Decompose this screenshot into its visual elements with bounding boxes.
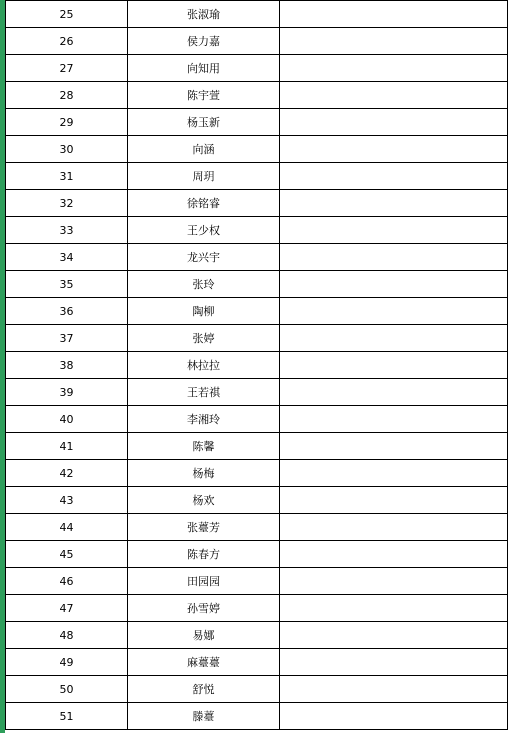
- blank-cell[interactable]: [280, 163, 508, 190]
- blank-cell[interactable]: [280, 352, 508, 379]
- blank-cell[interactable]: [280, 1, 508, 28]
- row-number-cell[interactable]: 28: [6, 82, 128, 109]
- row-number-cell[interactable]: 50: [6, 676, 128, 703]
- student-name-cell[interactable]: 易娜: [128, 622, 280, 649]
- student-name-cell[interactable]: 杨欢: [128, 487, 280, 514]
- student-name-cell[interactable]: 王少权: [128, 217, 280, 244]
- table-row: [6, 487, 508, 514]
- blank-cell[interactable]: [280, 568, 508, 595]
- table-row: [6, 649, 508, 676]
- table-row: [6, 163, 508, 190]
- row-number-cell[interactable]: 49: [6, 649, 128, 676]
- blank-cell[interactable]: [280, 271, 508, 298]
- row-number-cell[interactable]: 45: [6, 541, 128, 568]
- student-name-cell[interactable]: 陈春方: [128, 541, 280, 568]
- student-name-cell[interactable]: 侯力嘉: [128, 28, 280, 55]
- roster-table-body: [6, 1, 508, 730]
- row-number-cell[interactable]: 48: [6, 622, 128, 649]
- table-row: [6, 325, 508, 352]
- student-name-cell[interactable]: 林拉拉: [128, 352, 280, 379]
- student-name-cell[interactable]: 王若祺: [128, 379, 280, 406]
- blank-cell[interactable]: [280, 676, 508, 703]
- table-row: [6, 541, 508, 568]
- table-row: [6, 514, 508, 541]
- blank-cell[interactable]: [280, 487, 508, 514]
- blank-cell[interactable]: [280, 190, 508, 217]
- student-name-cell[interactable]: 田园园: [128, 568, 280, 595]
- student-name-cell[interactable]: 张薹芳: [128, 514, 280, 541]
- table-row: [6, 244, 508, 271]
- table-row: [6, 676, 508, 703]
- table-row: [6, 352, 508, 379]
- row-number-cell[interactable]: 47: [6, 595, 128, 622]
- table-row: [6, 217, 508, 244]
- student-name-cell[interactable]: 陈馨: [128, 433, 280, 460]
- student-name-cell[interactable]: 陈宇萱: [128, 82, 280, 109]
- blank-cell[interactable]: [280, 379, 508, 406]
- table-row: [6, 28, 508, 55]
- row-number-cell[interactable]: 46: [6, 568, 128, 595]
- row-number-cell[interactable]: 30: [6, 136, 128, 163]
- student-name-cell[interactable]: 滕薹: [128, 703, 280, 730]
- table-row: [6, 1, 508, 28]
- blank-cell[interactable]: [280, 541, 508, 568]
- row-number-cell[interactable]: 36: [6, 298, 128, 325]
- blank-cell[interactable]: [280, 55, 508, 82]
- blank-cell[interactable]: [280, 28, 508, 55]
- student-name-cell[interactable]: 陶柳: [128, 298, 280, 325]
- table-row: [6, 109, 508, 136]
- student-name-cell[interactable]: 麻薹薹: [128, 649, 280, 676]
- blank-cell[interactable]: [280, 109, 508, 136]
- table-row: [6, 622, 508, 649]
- student-name-cell[interactable]: 龙兴宇: [128, 244, 280, 271]
- row-number-cell[interactable]: 37: [6, 325, 128, 352]
- student-name-cell[interactable]: 张婷: [128, 325, 280, 352]
- row-number-cell[interactable]: 43: [6, 487, 128, 514]
- row-number-cell[interactable]: 41: [6, 433, 128, 460]
- student-name-cell[interactable]: 杨玉新: [128, 109, 280, 136]
- bottom-margin: [0, 733, 510, 739]
- row-number-cell[interactable]: 34: [6, 244, 128, 271]
- student-name-cell[interactable]: 孙雪婷: [128, 595, 280, 622]
- row-number-cell[interactable]: 38: [6, 352, 128, 379]
- student-name-cell[interactable]: 张玲: [128, 271, 280, 298]
- row-number-cell[interactable]: 44: [6, 514, 128, 541]
- table-row: [6, 568, 508, 595]
- roster-table: [5, 0, 508, 730]
- table-row: [6, 406, 508, 433]
- row-number-cell[interactable]: 25: [6, 1, 128, 28]
- blank-cell[interactable]: [280, 298, 508, 325]
- table-row: [6, 55, 508, 82]
- student-name-cell[interactable]: 张淑瑜: [128, 1, 280, 28]
- row-number-cell[interactable]: 27: [6, 55, 128, 82]
- student-name-cell[interactable]: 徐铭睿: [128, 190, 280, 217]
- blank-cell[interactable]: [280, 82, 508, 109]
- student-name-cell[interactable]: 周玥: [128, 163, 280, 190]
- table-row: [6, 298, 508, 325]
- student-name-cell[interactable]: 杨梅: [128, 460, 280, 487]
- blank-cell[interactable]: [280, 136, 508, 163]
- table-row: [6, 703, 508, 730]
- row-number-cell[interactable]: 51: [6, 703, 128, 730]
- row-number-cell[interactable]: 26: [6, 28, 128, 55]
- blank-cell[interactable]: [280, 217, 508, 244]
- student-name-cell[interactable]: 向知用: [128, 55, 280, 82]
- table-row: [6, 433, 508, 460]
- row-number-cell[interactable]: 39: [6, 379, 128, 406]
- student-name-cell[interactable]: 舒悦: [128, 676, 280, 703]
- row-number-cell[interactable]: 31: [6, 163, 128, 190]
- blank-cell[interactable]: [280, 649, 508, 676]
- table-row: [6, 136, 508, 163]
- table-row: [6, 595, 508, 622]
- row-number-cell[interactable]: 33: [6, 217, 128, 244]
- table-row: [6, 82, 508, 109]
- student-name-cell[interactable]: 李湘玲: [128, 406, 280, 433]
- blank-cell[interactable]: [280, 406, 508, 433]
- blank-cell[interactable]: [280, 622, 508, 649]
- student-name-cell[interactable]: 向涵: [128, 136, 280, 163]
- row-number-cell[interactable]: 35: [6, 271, 128, 298]
- blank-cell[interactable]: [280, 460, 508, 487]
- row-number-cell[interactable]: 42: [6, 460, 128, 487]
- blank-cell[interactable]: [280, 703, 508, 730]
- table-row: [6, 271, 508, 298]
- table-row: [6, 379, 508, 406]
- blank-cell[interactable]: [280, 325, 508, 352]
- blank-cell[interactable]: [280, 595, 508, 622]
- table-row: [6, 460, 508, 487]
- table-row: [6, 190, 508, 217]
- row-number-cell[interactable]: 29: [6, 109, 128, 136]
- row-number-cell[interactable]: 32: [6, 190, 128, 217]
- blank-cell[interactable]: [280, 244, 508, 271]
- blank-cell[interactable]: [280, 514, 508, 541]
- row-number-cell[interactable]: 40: [6, 406, 128, 433]
- blank-cell[interactable]: [280, 433, 508, 460]
